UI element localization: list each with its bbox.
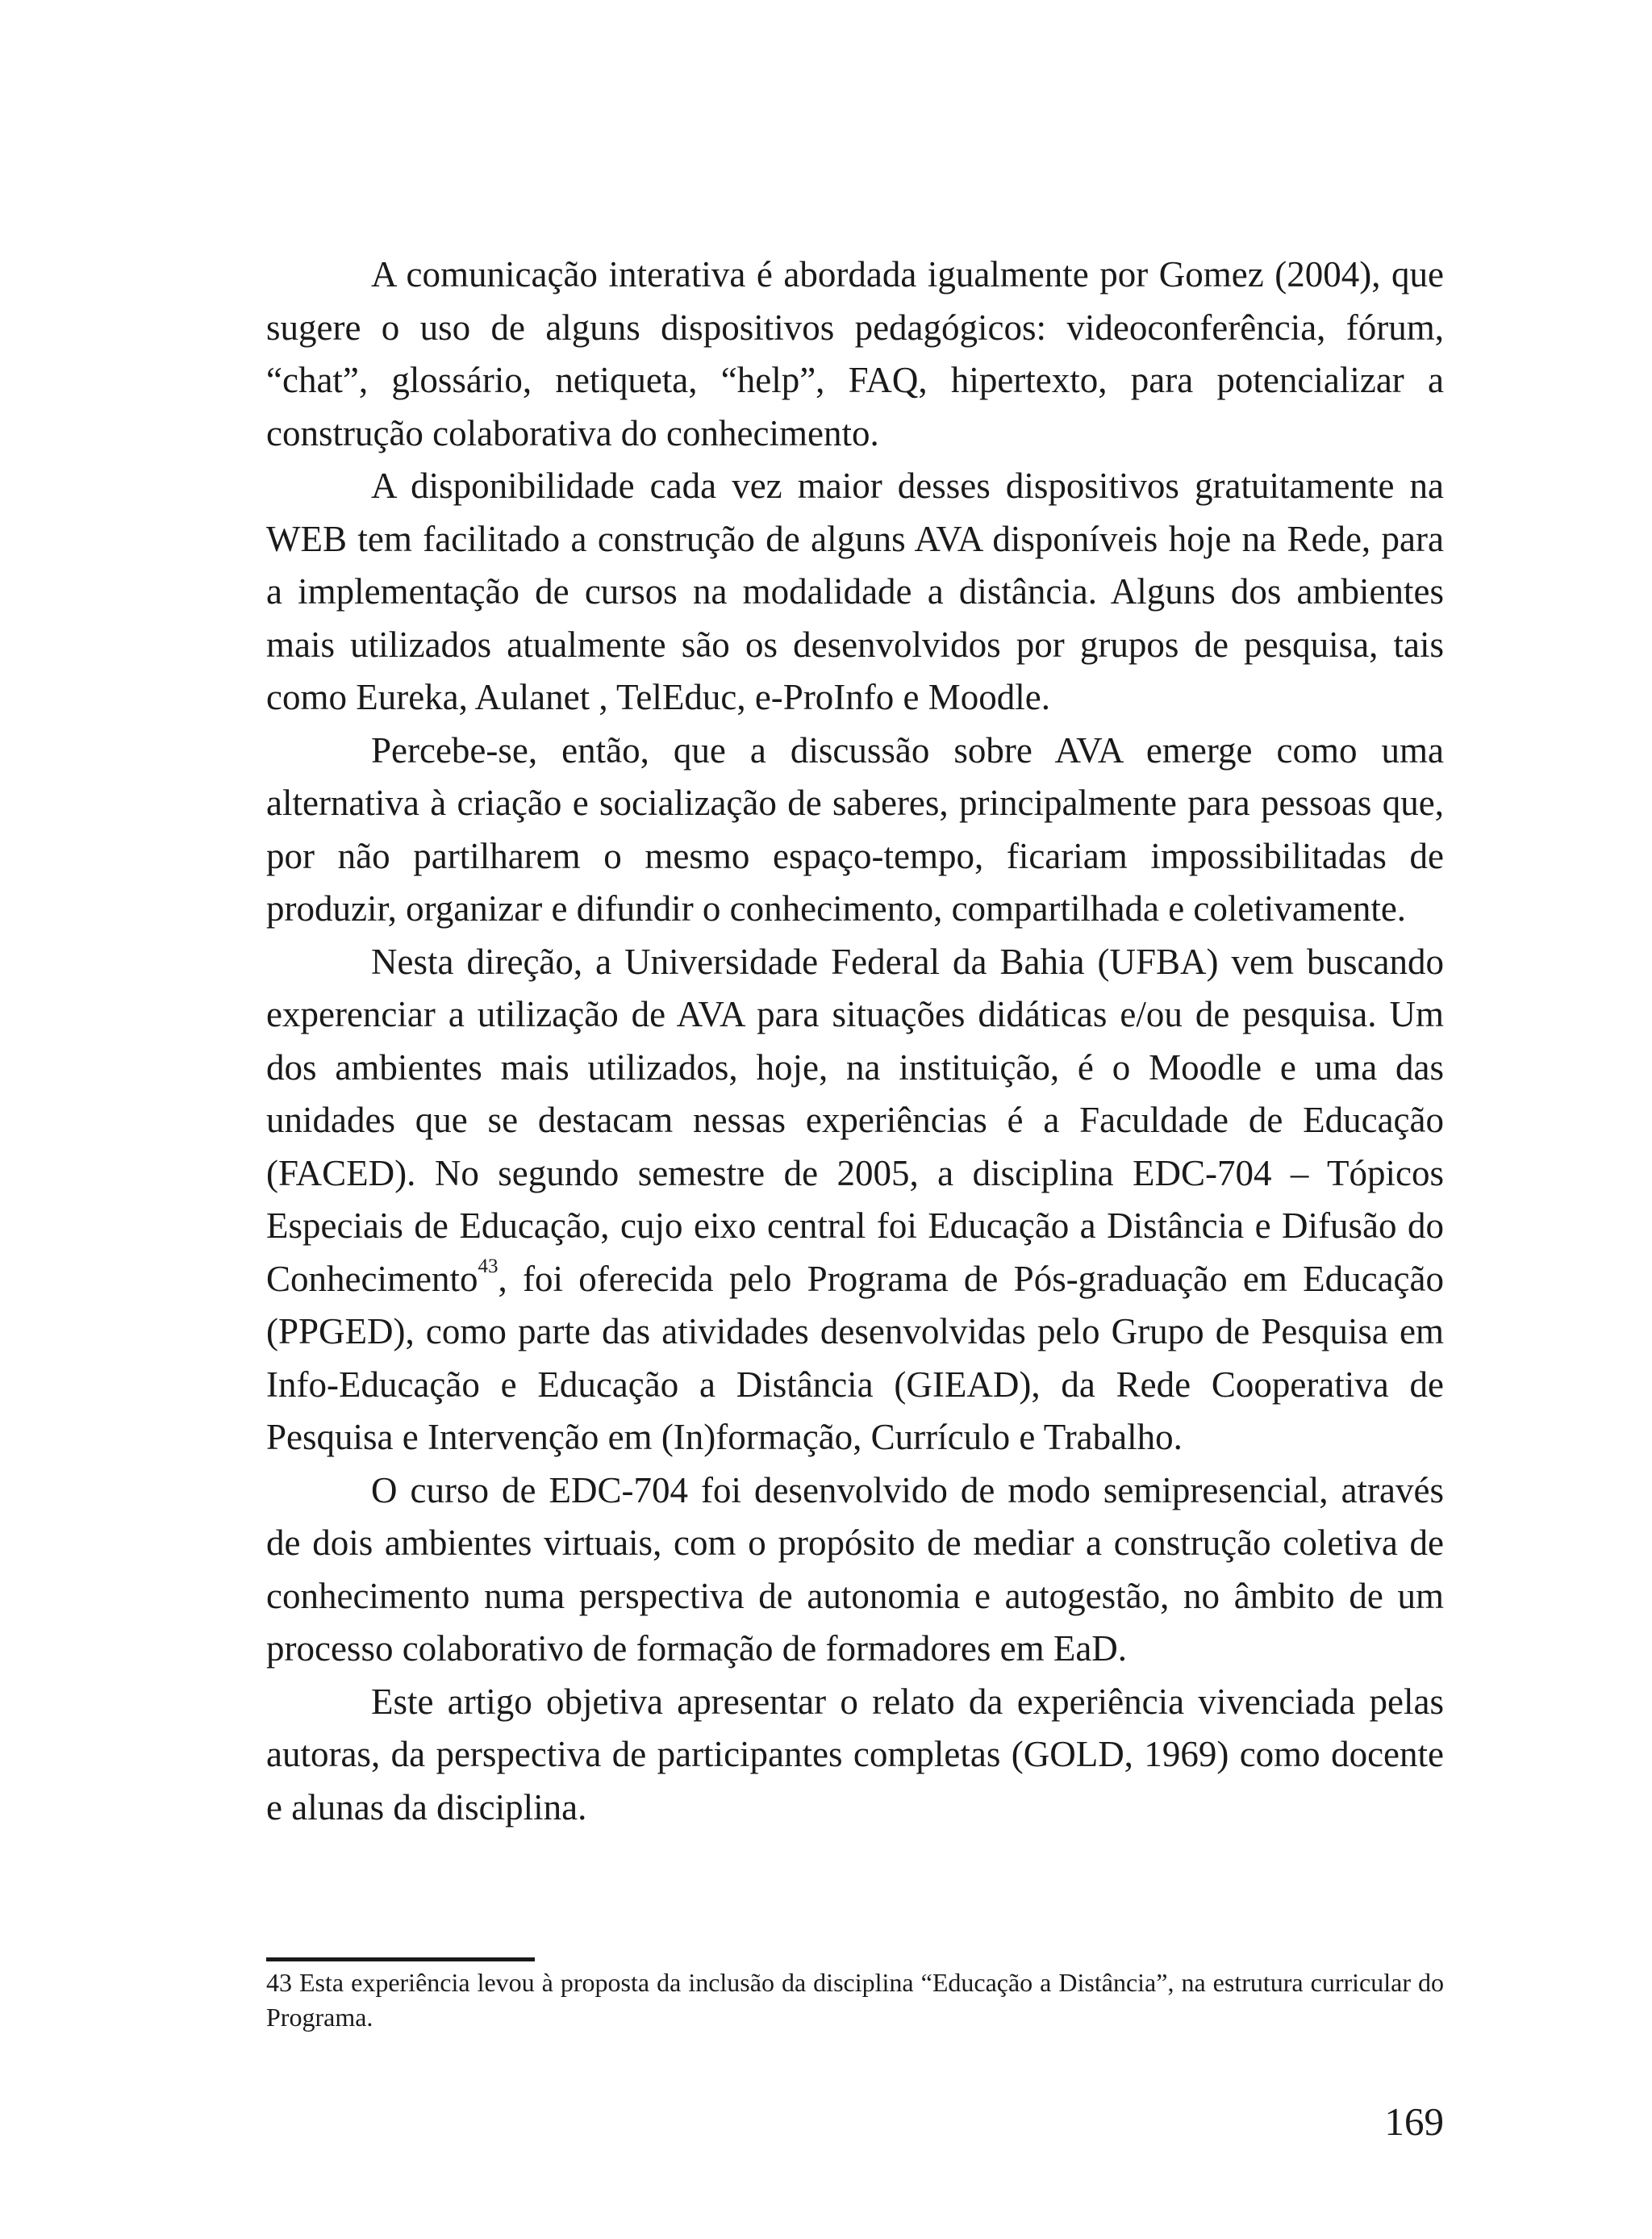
paragraph-ufba-text-start: Nesta direção, a Universidade Federal da Bahia (UFBA) vem buscando experenciar a utilização de AVA para situações didáticas e/ou de pesquisa. Um dos ambientes mais utilizados, hoje, na instituição, é o Moodle e uma das unidades que se destacam nessas experiências é a Faculdade de Educação (FACED). No segundo semestre de 2005, a disciplina EDC-704 – Tópicos Especiais de Educação, cujo eixo central foi Educação a Distância e Difusão do Conhecimento: [266, 941, 1444, 1299]
body-text: [266, 249, 1444, 1834]
paragraph-ufba-experiencia: [266, 936, 1444, 1464]
paragraph-disponibilidade-dispositivos: A disponibilidade cada vez maior desses dispositivos gratuitamente na WEB tem facilitado a construção de alguns AVA disponíveis hoje na Rede, para a implementação de cursos na modalidade a distância. Alguns dos ambientes mais utilizados atualmente são os desenvolvidos por grupos de pesquisa, tais como Eureka, Aulanet , TelEduc, e-ProInfo e Moodle.: [266, 466, 1444, 717]
page-number: 169: [1384, 2099, 1444, 2144]
paragraph-comunicacao-interativa: A comunicação interativa é abordada igualmente por Gomez (2004), que sugere o uso de alguns dispositivos pedagógicos: videoconferência, fórum, “chat”, glossário, netiqueta, “help”, FAQ, hipertexto, para potencializar a construção colaborativa do conhecimento.: [266, 254, 1444, 453]
paragraph-discussao-ava: Percebe-se, então, que a discussão sobre AVA emerge como uma alternativa à criação e socialização de saberes, principalmente para pessoas que, por não partilharem o mesmo espaço-tempo, ficariam impossibilitadas de produzir, organizar e difundir o conhecimento, compartilhada e coletivamente.: [266, 729, 1444, 929]
paragraph-curso-edc704: O curso de EDC-704 foi desenvolvido de modo semipresencial, através de dois ambientes virtuais, com o propósito de mediar a construção coletiva de conhecimento numa perspectiva de autonomia e autogestão, no âmbito de um processo colaborativo de formação de formadores em EaD.: [266, 1469, 1444, 1669]
footnote-divider: [266, 1957, 535, 1961]
footnote-reference: 43: [478, 1255, 499, 1277]
footnote-43: 43 Esta experiência levou à proposta da inclusão da disciplina “Educação a Distância”, na estrutura curricular do Programa.: [266, 1968, 1444, 2032]
paragraph-objetivo-artigo: Este artigo objetiva apresentar o relato da experiência vivenciada pelas autoras, da perspectiva de participantes completas (GOLD, 1969) como docente e alunas da disciplina.: [266, 1681, 1444, 1828]
paragraph-ufba-text-end: , foi oferecida pelo Programa de Pós-graduação em Educação (PPGED), como parte das atividades desenvolvidas pelo Grupo de Pesquisa em Info-Educação e Educação a Distância (GIEAD), da Rede Cooperativa de Pesquisa e Intervenção em (In)formação, Currículo e Trabalho.: [266, 1258, 1444, 1457]
